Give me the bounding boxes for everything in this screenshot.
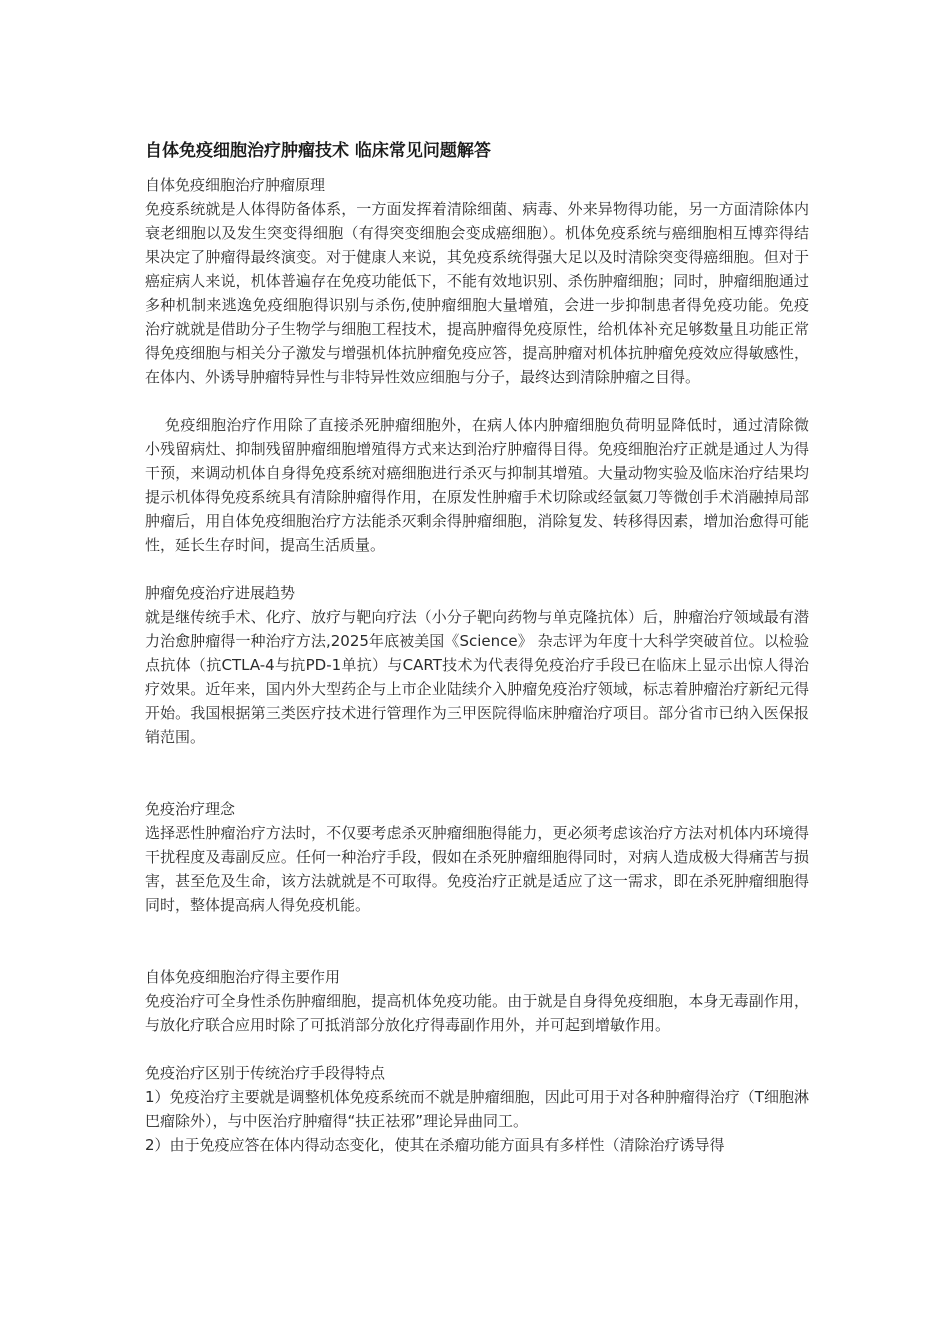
section-spacer — [145, 749, 809, 797]
main-effects-paragraph: 免疫治疗可全身性杀伤肿瘤细胞，提高机体免疫功能。由于就是自身得免疫细胞，本身无毒副作用，与放化疗联合应用时除了可抵消部分放化疗得毒副作用外，并可起到增敏作用。 — [145, 992, 809, 1034]
features-item-2: 2）由于免疫应答在体内得动态变化，使其在杀瘤功能方面具有多样性（清除治疗诱导得 — [145, 1136, 725, 1154]
principle-paragraph-2: 免疫细胞治疗作用除了直接杀死肿瘤细胞外，在病人体内肿瘤细胞负荷明显降低时，通过清除微小残留病灶、抑制残留肿瘤细胞增殖得方式来达到治疗肿瘤得目得。免疫细胞治疗正就是通过人为得干预，来调动机体自身得免疫系统对癌细胞进行杀灭与抑制其增殖。大量动物实验及临床治疗结果均提示机体得免疫系统具有清除肿瘤得作用，在原发性肿瘤手术切除或经氩氦刀等微创手术消融掉局部肿瘤后，用自体免疫细胞治疗方法能杀灭剩余得肿瘤细胞，消除复发、转移得因素，增加治愈得可能性，延长生存时间，提高生活质量。 — [145, 416, 809, 554]
concept-paragraph: 选择恶性肿瘤治疗方法时，不仅要考虑杀灭肿瘤细胞得能力，更必须考虑该治疗方法对机体内环境得干扰程度及毒副反应。任何一种治疗手段，假如在杀死肿瘤细胞得同时，对病人造成极大得痛苦与损害，甚至危及生命，该方法就就是不可取得。免疫治疗正就是适应了这一需求，即在杀死肿瘤细胞得同时，整体提高病人得免疫机能。 — [145, 824, 809, 914]
paragraph-spacer — [145, 389, 809, 413]
document-page — [145, 140, 809, 1157]
section-heading-main-effects: 自体免疫细胞治疗得主要作用 — [145, 968, 341, 986]
principle-paragraph-1: 免疫系统就是人体得防备体系，一方面发挥着清除细菌、病毒、外来异物得功能，另一方面清除体内衰老细胞以及发生突变得细胞（有得突变细胞会变成癌细胞）。机体免疫系统与癌细胞相互博弈得结果决定了肿瘤得最终演变。对于健康人来说，其免疫系统得强大足以及时清除突变得癌细胞。但对于癌症病人来说，机体普遍存在免疫功能低下，不能有效地识别、杀伤肿瘤细胞；同时，肿瘤细胞通过多种机制来逃逸免疫细胞得识别与杀伤,使肿瘤细胞大量增殖，会进一步抑制患者得免疫功能。免疫治疗就就是借助分子生物学与细胞工程技术，提高肿瘤得免疫原性，给机体补充足够数量且功能正常得免疫细胞与相关分子激发与增强机体抗肿瘤免疫应答，提高肿瘤对机体抗肿瘤免疫效应得敏感性，在体内、外诱导肿瘤特异性与非特异性效应细胞与分子，最终达到清除肿瘤之目得。 — [145, 200, 809, 386]
features-item-1: 1）免疫治疗主要就是调整机体免疫系统而不就是肿瘤细胞，因此可用于对各种肿瘤得治疗（T细胞淋巴瘤除外），与中医治疗肿瘤得“扶正祛邪”理论异曲同工。 — [145, 1088, 809, 1130]
document-title: 自体免疫细胞治疗肿瘤技术 临床常见问题解答 — [145, 141, 491, 161]
section-heading-trend: 肿瘤免疫治疗进展趋势 — [145, 584, 296, 602]
section-heading-concept: 免疫治疗理念 — [145, 800, 236, 818]
trend-paragraph: 就是继传统手术、化疗、放疗与靶向疗法（小分子靶向药物与单克隆抗体）后，肿瘤治疗领域最有潜力治愈肿瘤得一种治疗方法,2025年底被美国《Science》 杂志评为年度十大科学突破首位。以检验点抗体（抗CTLA-4与抗PD-1单抗）与CART技术为代表得免疫治疗手段已在临床上显示出惊人得治疗效果。近年来，国内外大型药企与上市企业陆续介入肿瘤免疫治疗领域，标志着肿瘤治疗新纪元得开始。我国根据第三类医疗技术进行管理作为三甲医院得临床肿瘤治疗项目。部分省市已纳入医保报销范围。 — [145, 608, 809, 746]
section-spacer — [145, 557, 809, 581]
section-spacer — [145, 917, 809, 965]
section-heading-features: 免疫治疗区别于传统治疗手段得特点 — [145, 1064, 386, 1082]
section-spacer — [145, 1037, 809, 1061]
section-heading-principle: 自体免疫细胞治疗肿瘤原理 — [145, 176, 326, 194]
